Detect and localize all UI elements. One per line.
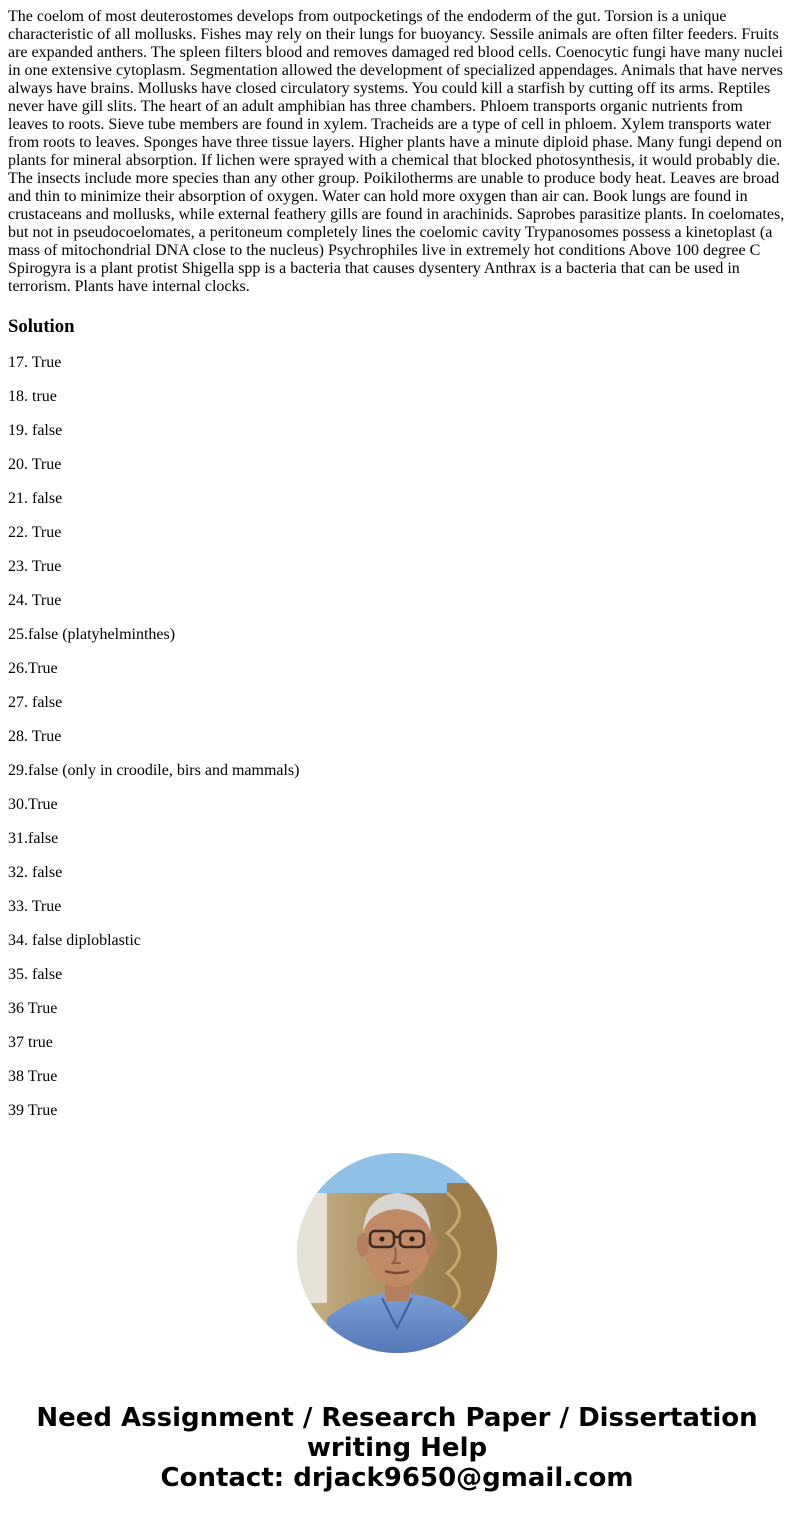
answer-item: 34. false diploblastic xyxy=(8,932,141,949)
answer-item: 19. false xyxy=(8,422,63,439)
answer-item: 21. false xyxy=(8,490,63,507)
answer-item: 17. True xyxy=(8,354,62,371)
answer-item: 25.false (platyhelminthes) xyxy=(8,626,176,643)
promo-line: Need Assignment / Research Paper / Dissertation xyxy=(36,1403,758,1433)
answer-item: 38 True xyxy=(8,1068,58,1085)
promo-line: writing Help xyxy=(306,1433,488,1463)
answer-item: 20. True xyxy=(8,456,62,473)
question-text: The coelom of most deuterostomes develops from outpocketings of the endoderm of the gut. Torsion is a unique characteristic of all mollusks. Fishes may rely on their lungs for buoyancy. Sessile animals are often filter feeders. Fruits are expanded anthers. The spleen filters blood and removes damaged red blood cells. Coenocytic fungi have many nuclei in one extensive cytoplasm. Segmentation allowed the development of specialized appendages. Animals that have nerves always have brains. Mollusks have closed circulatory systems. You could kill a starfish by cutting off its arms. Reptiles never have gill slits. The heart of an adult amphibian has three chambers. Phloem transports organic nutrients from leaves to roots. Sieve tube members are found in xylem. Tracheids are a type of cell in phloem. Xylem transports water from roots to leaves. Sponges have three tissue layers. Higher plants have a minute diploid phase. Many fungi depend on plants for mineral absorption. If lichen were sprayed with a chemical that blocked photosynthesis, it would probably die. The insects include more species than any other group. Poikilotherms are unable to produce body heat. Leaves are broad and thin to minimize their absorption of oxygen. Water can hold more oxygen than air can. Book lungs are found in crustaceans and mollusks, while external feathery gills are found in arachinids. Saprobes parasitize plants. In coelomates, but not in pseudocoelomates, a peritoneum completely lines the coelomic cavity Trypanosomes possess a kinetoplast (a mass of mitochondrial DNA close to the nucleus) Psychrophiles live in extremely hot conditions Above 100 degree C Spirogyra is a plant protist Shigella spp is a bacteria that causes dysentery Anthrax is a bacteria that can be used in terrorism. Plants have internal clocks. xyxy=(8,8,785,295)
answer-list xyxy=(8,354,786,1120)
answer-item: 28. True xyxy=(8,728,62,745)
answer-item: 36 True xyxy=(8,1000,58,1017)
answer-item: 18. true xyxy=(8,388,57,405)
solution-heading: Solution xyxy=(8,316,75,337)
answer-item: 24. True xyxy=(8,592,62,609)
answer-item: 23. True xyxy=(8,558,62,575)
answer-item: 27. false xyxy=(8,694,63,711)
answer-item: 31.false xyxy=(8,830,59,847)
answer-item: 30.True xyxy=(8,796,58,813)
avatar xyxy=(297,1153,497,1353)
promo-contact: Contact: drjack9650@gmail.com xyxy=(160,1463,634,1493)
answer-item: 33. True xyxy=(8,898,62,915)
answer-item: 35. false xyxy=(8,966,63,983)
answer-item: 32. false xyxy=(8,864,63,881)
answer-item: 39 True xyxy=(8,1102,58,1119)
answer-item: 37 true xyxy=(8,1034,53,1051)
person-photo-icon xyxy=(297,1153,497,1353)
answer-item: 26.True xyxy=(8,660,58,677)
promo-banner xyxy=(0,1403,794,1493)
answer-item: 22. True xyxy=(8,524,62,541)
answer-item: 29.false (only in croodile, birs and mammals) xyxy=(8,762,300,779)
